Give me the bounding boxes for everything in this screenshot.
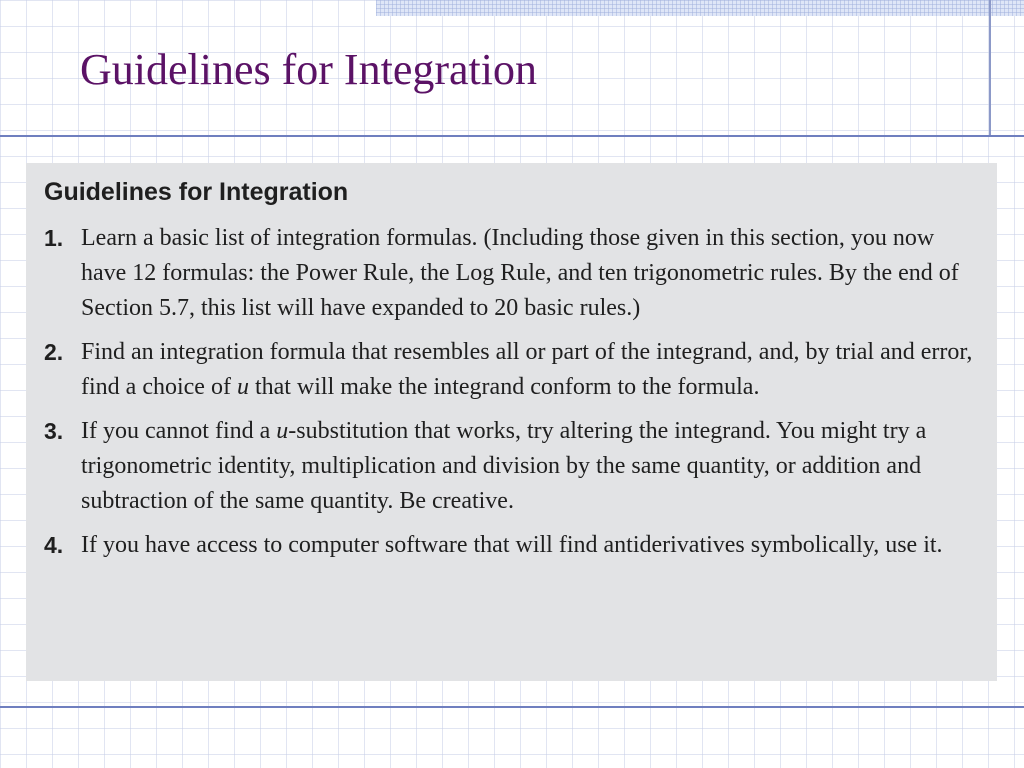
- vertical-accent-line: [989, 0, 991, 136]
- item-number: 1.: [44, 225, 64, 251]
- list-item: [44, 335, 987, 405]
- title-divider: [0, 135, 1024, 137]
- item-text-part: that will make the integrand conform to the formula.: [248, 374, 760, 400]
- item-text: Learn a basic list of integration formulas. (Including those given in this section, you now have 12 formulas: the Power Rule, the Log Rule, and ten trigonometric rules. By the end of Section 5.7, this list will have expanded to 20 basic rules.): [81, 225, 959, 321]
- item-text: [81, 335, 987, 405]
- item-text: [81, 414, 987, 519]
- box-heading: Guidelines for Integration: [44, 178, 349, 206]
- item-text-part: -substitution that works, try altering the integrand. You might try a trigonometric identity, multiplication and division by the same quantity, or addition and subtraction of the same quantity. Be creative.: [81, 418, 927, 514]
- item-number: 4.: [44, 532, 64, 558]
- item-text-part: If you cannot find a: [81, 418, 277, 444]
- footer-divider: [0, 706, 1024, 708]
- item-text: If you have access to computer software that will find antiderivatives symbolically, use it.: [81, 532, 943, 558]
- guidelines-box: [26, 163, 997, 681]
- slide-title: Guidelines for Integration: [80, 45, 537, 94]
- top-decorative-band: [376, 0, 1024, 16]
- list-item: [44, 528, 987, 563]
- variable-u: u: [236, 374, 249, 400]
- item-text-part: Find an integration formula that resembles all or part of the integrand, and, by trial and error, find a choice of: [81, 339, 973, 400]
- variable-u: u: [276, 418, 289, 444]
- list-item: [44, 221, 987, 326]
- item-number: 2.: [44, 339, 64, 365]
- item-number: 3.: [44, 418, 64, 444]
- guidelines-list: [44, 221, 987, 563]
- list-item: [44, 414, 987, 519]
